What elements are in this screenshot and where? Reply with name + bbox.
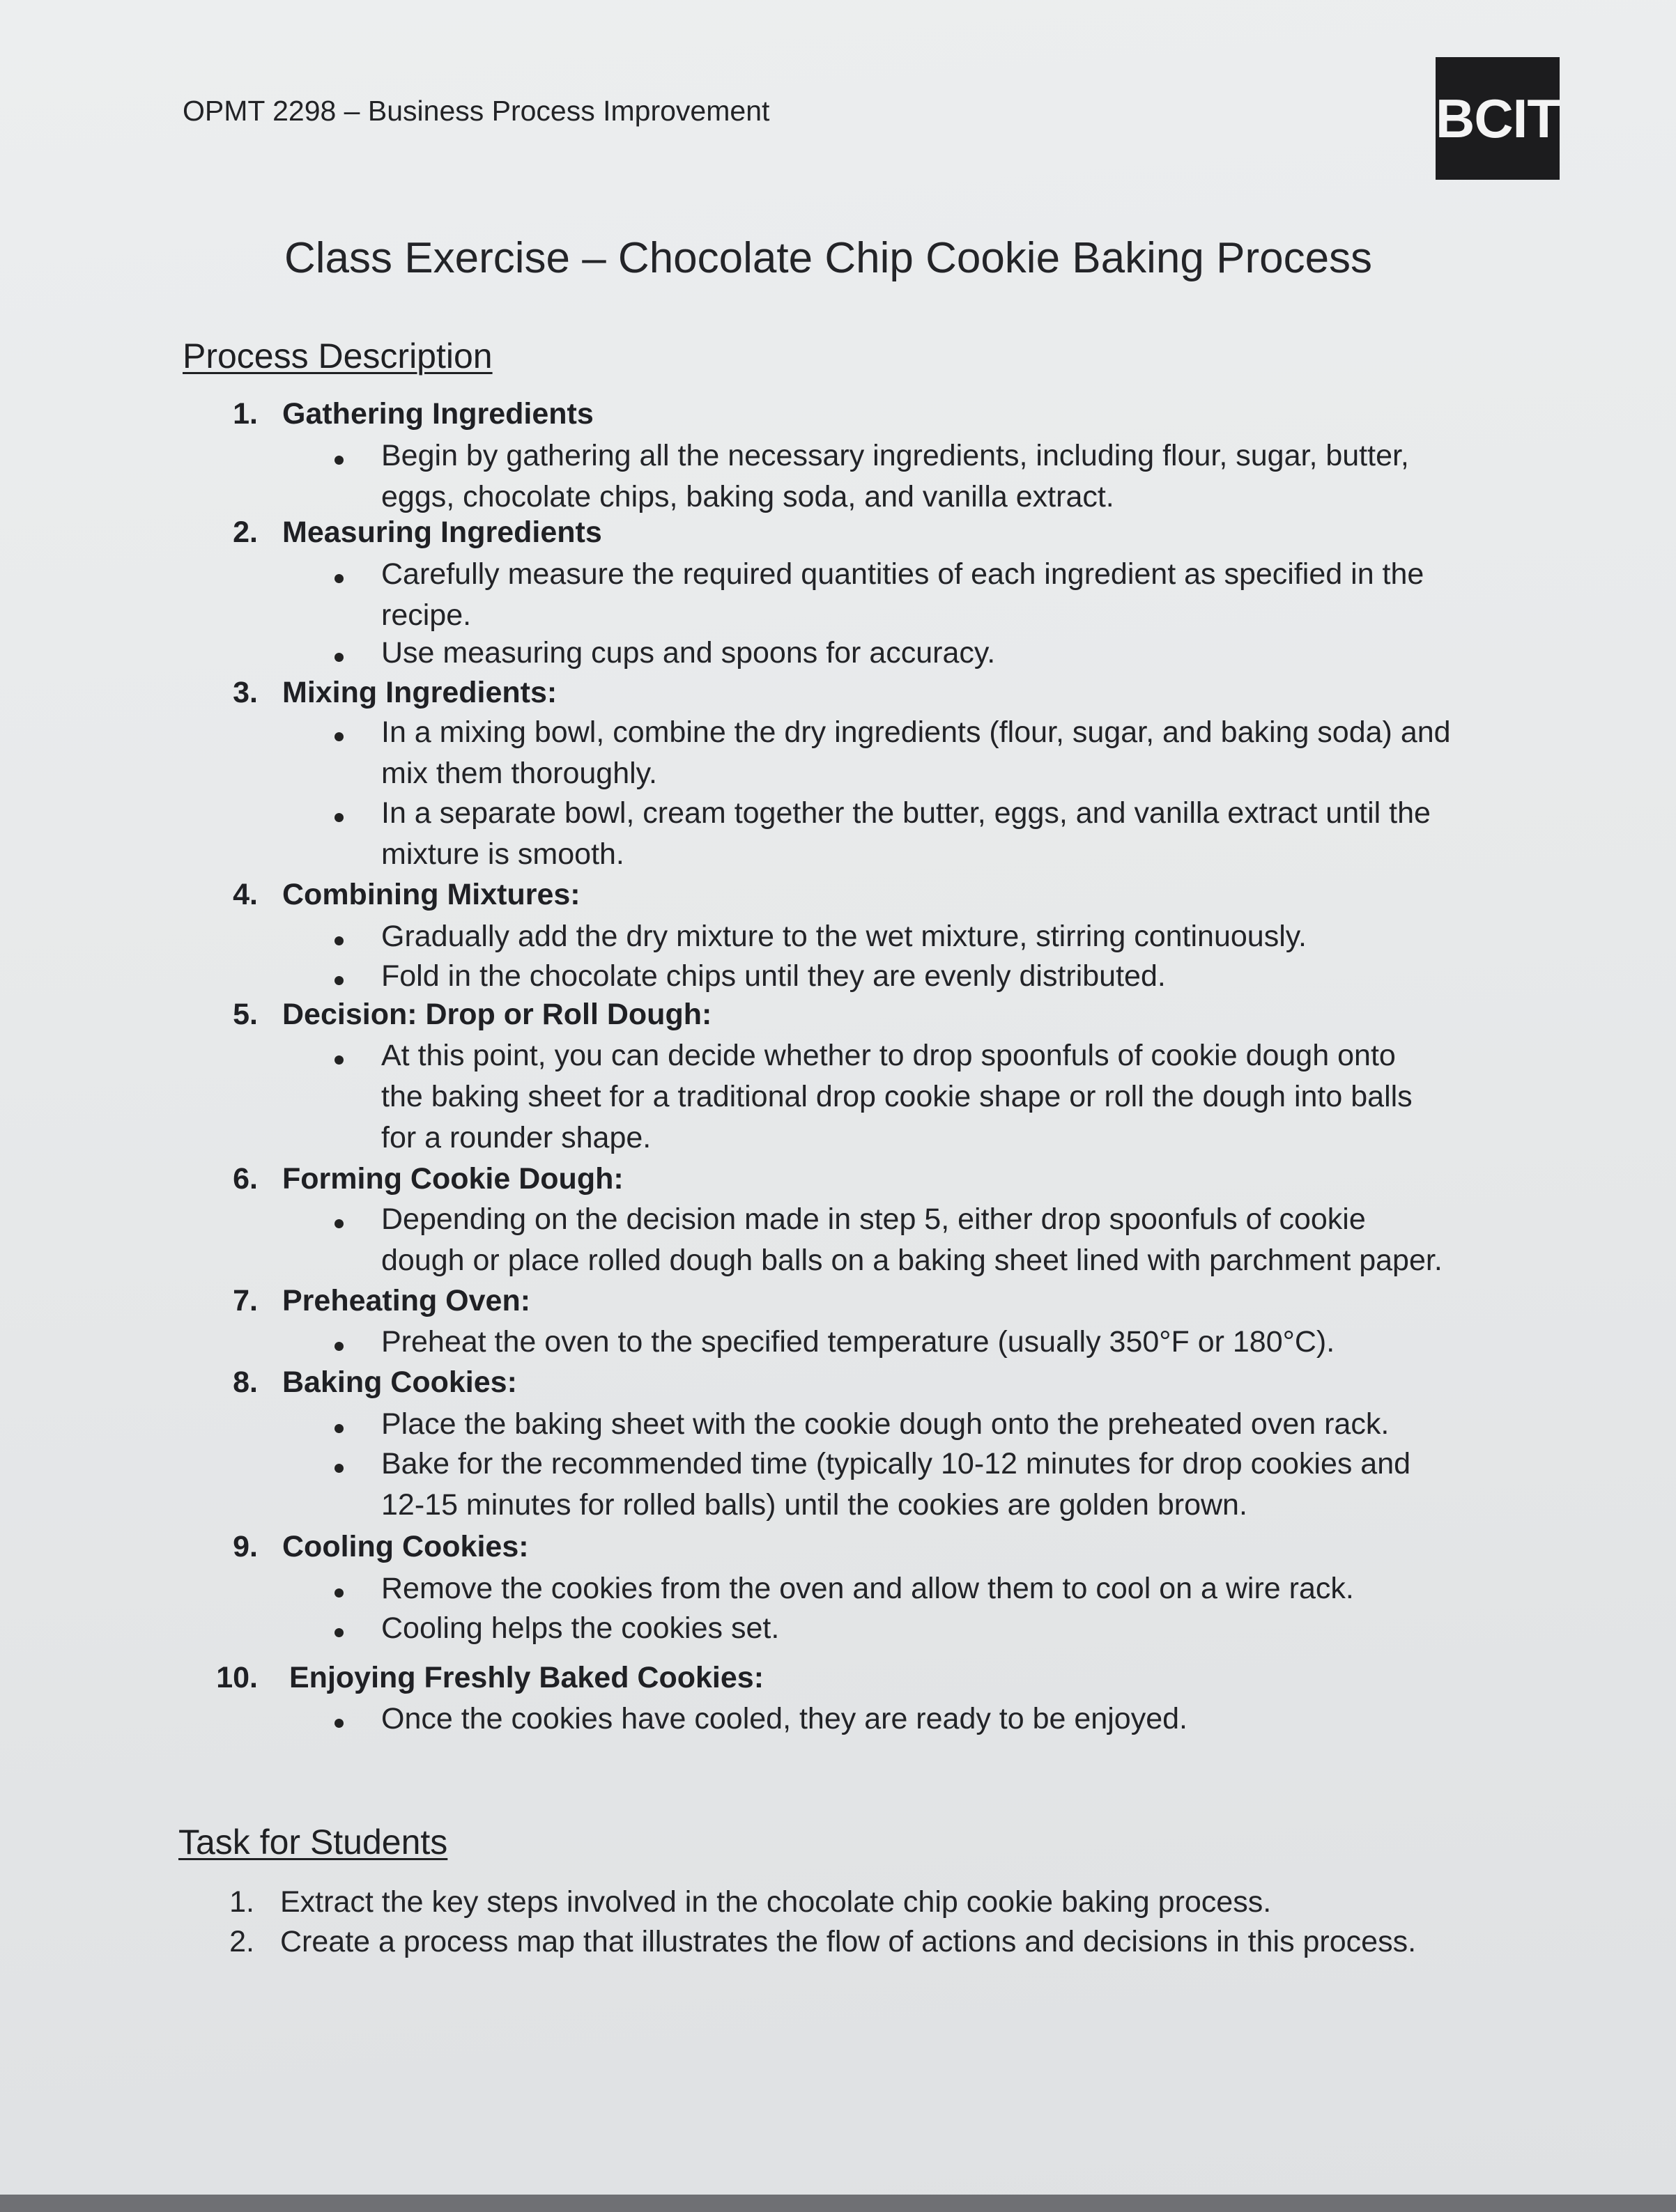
task-number: 1. — [229, 1885, 254, 1919]
bullet-text-line: Remove the cookies from the oven and allow them to cool on a wire rack. — [381, 1572, 1354, 1605]
bullet-icon — [335, 1628, 344, 1637]
step-title: Enjoying Freshly Baked Cookies: — [289, 1661, 764, 1694]
bullet-text-line: Preheat the oven to the specified temperature (usually 350°F or 180°C). — [381, 1325, 1335, 1359]
step-number: 6. — [233, 1162, 258, 1196]
step-title: Measuring Ingredients — [282, 516, 602, 549]
course-header: OPMT 2298 – Business Process Improvement — [183, 95, 770, 127]
bullet-icon — [335, 653, 344, 662]
step-number: 8. — [233, 1366, 258, 1399]
bullet-text-line: Bake for the recommended time (typically 10-12 minutes for drop cookies and — [381, 1447, 1411, 1480]
bullet-text-line: At this point, you can decide whether to drop spoonfuls of cookie dough onto — [381, 1039, 1396, 1072]
step-number: 7. — [233, 1284, 258, 1317]
task-text: Create a process map that illustrates the flow of actions and decisions in this process. — [280, 1925, 1417, 1958]
bullet-text-line: 12-15 minutes for rolled balls) until the cookies are golden brown. — [381, 1488, 1247, 1522]
bullet-text-line: Begin by gathering all the necessary ingredients, including flour, sugar, butter, — [381, 439, 1409, 472]
step-number: 5. — [233, 998, 258, 1031]
step-title: Mixing Ingredients: — [282, 676, 558, 709]
step-number: 2. — [233, 516, 258, 549]
bullet-icon — [335, 1219, 344, 1228]
bullet-text-line: Place the baking sheet with the cookie dough onto the preheated oven rack. — [381, 1407, 1390, 1441]
step-title: Forming Cookie Dough: — [282, 1162, 624, 1196]
bullet-text-line: mixture is smooth. — [381, 837, 624, 871]
step-number: 1. — [233, 397, 258, 431]
bullet-text-line: In a separate bowl, cream together the butter, eggs, and vanilla extract until the — [381, 796, 1431, 830]
step-title: Decision: Drop or Roll Dough: — [282, 998, 712, 1031]
step-title: Preheating Oven: — [282, 1284, 531, 1317]
bcit-logo: BCIT — [1436, 57, 1560, 180]
bullet-text-line: Carefully measure the required quantities of each ingredient as specified in the — [381, 557, 1424, 591]
process-description-heading: Process Description — [183, 337, 493, 376]
bullet-icon — [335, 813, 344, 822]
bullet-text-line: Fold in the chocolate chips until they are evenly distributed. — [381, 959, 1166, 993]
task-number: 2. — [229, 1925, 254, 1958]
step-title: Gathering Ingredients — [282, 397, 594, 431]
bullet-icon — [335, 1342, 344, 1351]
bullet-text-line: Gradually add the dry mixture to the wet mixture, stirring continuously. — [381, 920, 1307, 953]
bullet-text-line: Depending on the decision made in step 5, either drop spoonfuls of cookie — [381, 1202, 1366, 1236]
bullet-text-line: dough or place rolled dough balls on a baking sheet lined with parchment paper. — [381, 1244, 1443, 1277]
step-title: Combining Mixtures: — [282, 878, 581, 911]
page-title: Class Exercise – Chocolate Chip Cookie Baking Process — [284, 234, 1373, 282]
bullet-icon — [335, 1424, 344, 1433]
bullet-icon — [335, 936, 344, 945]
bullet-text-line: Use measuring cups and spoons for accuracy. — [381, 636, 996, 670]
step-number: 10. — [216, 1661, 258, 1694]
step-number: 3. — [233, 676, 258, 709]
step-number: 4. — [233, 878, 258, 911]
bullet-text-line: mix them thoroughly. — [381, 757, 657, 790]
bullet-icon — [335, 1719, 344, 1728]
task-heading: Task for Students — [178, 1823, 448, 1862]
bullet-text-line: Cooling helps the cookies set. — [381, 1611, 780, 1645]
step-number: 9. — [233, 1530, 258, 1563]
bullet-icon — [335, 456, 344, 465]
bullet-text-line: recipe. — [381, 598, 472, 632]
bullet-text-line: for a rounder shape. — [381, 1121, 652, 1154]
bullet-icon — [335, 732, 344, 741]
step-title: Baking Cookies: — [282, 1366, 517, 1399]
bullet-text-line: Once the cookies have cooled, they are ready to be enjoyed. — [381, 1702, 1187, 1735]
bullet-text-line: the baking sheet for a traditional drop cookie shape or roll the dough into balls — [381, 1080, 1413, 1113]
bullet-icon — [335, 1588, 344, 1598]
task-text: Extract the key steps involved in the chocolate chip cookie baking process. — [280, 1885, 1272, 1919]
bullet-icon — [335, 1464, 344, 1473]
desk-background — [0, 2195, 1676, 2212]
bullet-icon — [335, 976, 344, 985]
step-title: Cooling Cookies: — [282, 1530, 529, 1563]
bullet-text-line: In a mixing bowl, combine the dry ingredients (flour, sugar, and baking soda) and — [381, 716, 1451, 749]
bullet-text-line: eggs, chocolate chips, baking soda, and vanilla extract. — [381, 480, 1114, 513]
bullet-icon — [335, 1055, 344, 1065]
bullet-icon — [335, 574, 344, 583]
